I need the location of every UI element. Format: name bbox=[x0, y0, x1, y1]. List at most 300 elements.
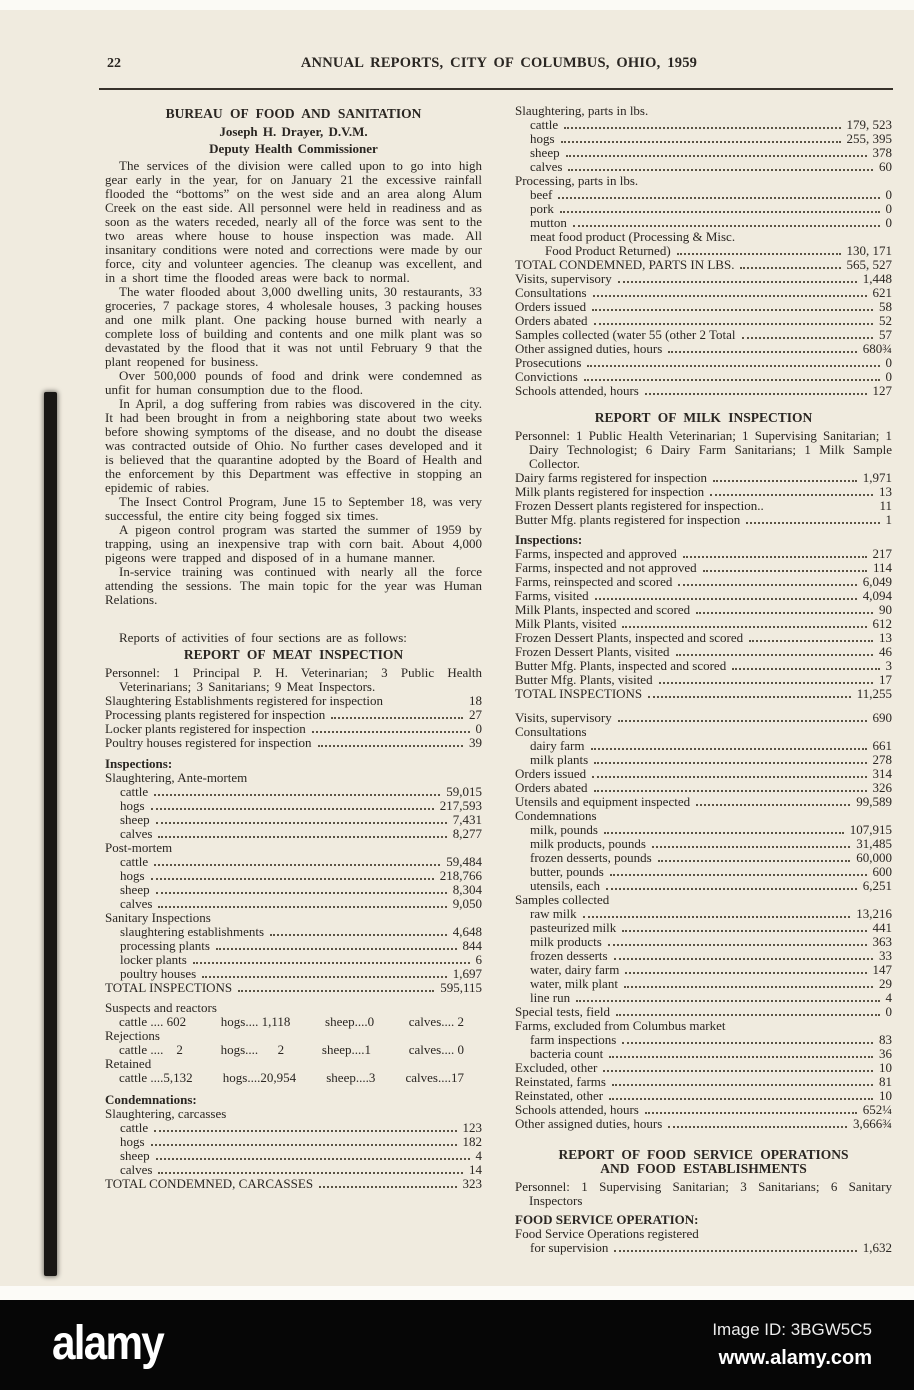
leader-dots bbox=[749, 640, 873, 642]
stat-label: Prosecutions bbox=[515, 355, 582, 370]
stat-value: 39 bbox=[469, 735, 482, 750]
stat-label: Reinstated, farms bbox=[515, 1074, 606, 1089]
stat-row bbox=[515, 603, 892, 617]
leader-dots bbox=[608, 944, 867, 946]
stat-value: 218,766 bbox=[439, 868, 482, 883]
stat-value: 595,115 bbox=[440, 980, 482, 995]
stat-row bbox=[515, 272, 892, 286]
alamy-info bbox=[712, 1320, 872, 1370]
leader-dots bbox=[683, 556, 867, 558]
stat-value: 0 bbox=[885, 369, 892, 384]
leader-dots bbox=[331, 717, 463, 719]
group-label: Retained bbox=[105, 1056, 152, 1071]
scan-top-edge bbox=[0, 0, 914, 10]
leader-dots bbox=[158, 836, 446, 838]
stat-value: 255, 395 bbox=[846, 131, 892, 146]
group-label: Inspections: bbox=[515, 532, 583, 547]
stat-value: 33 bbox=[879, 948, 892, 963]
stat-row bbox=[515, 753, 892, 767]
stat-label: Excluded, other bbox=[515, 1060, 598, 1075]
stat-label: sheep bbox=[120, 1148, 150, 1163]
stat-row bbox=[515, 356, 892, 370]
stat-row bbox=[515, 687, 892, 701]
leader-dots bbox=[612, 1084, 873, 1086]
stat-row bbox=[515, 286, 892, 300]
stat-row bbox=[515, 963, 892, 977]
stat-label: calves bbox=[120, 1162, 153, 1177]
stat-value: 10 bbox=[879, 1088, 892, 1103]
stat-value: 179, 523 bbox=[846, 117, 892, 132]
stat-row bbox=[515, 1089, 892, 1103]
stat-row bbox=[515, 342, 892, 356]
stat-row bbox=[515, 513, 892, 527]
stat-cell: sheep....1 bbox=[321, 1042, 372, 1057]
stat-value: 7,431 bbox=[452, 812, 482, 827]
stat-row bbox=[515, 659, 892, 673]
stat-value: 58 bbox=[879, 299, 892, 314]
stat-label: slaughtering establishments bbox=[120, 924, 265, 939]
leader-dots bbox=[645, 393, 867, 395]
stat-value: 278 bbox=[872, 752, 892, 767]
stat-row bbox=[515, 485, 892, 499]
group-label: Suspects and reactors bbox=[105, 1000, 217, 1015]
stat-row bbox=[515, 631, 892, 645]
group-label: Condemnations bbox=[515, 808, 597, 823]
stat-row bbox=[515, 673, 892, 687]
leader-dots bbox=[658, 860, 851, 862]
paragraph: A pigeon control program was started the summer of 1959 by trapping, using an inexpensive trap with corn bait. About 4,000 pigeons were trapped and disposed of in a humane manner. bbox=[105, 522, 482, 565]
leader-dots bbox=[594, 790, 867, 792]
leader-dots bbox=[202, 976, 447, 978]
leader-dots bbox=[587, 365, 879, 367]
stat-label: Convictions bbox=[515, 369, 578, 384]
stat-label: raw milk bbox=[530, 906, 577, 921]
stat-value: 0 bbox=[885, 1004, 892, 1019]
group-label: Farms, excluded from Columbus market bbox=[515, 1018, 726, 1033]
stat-value: 0 bbox=[885, 187, 892, 202]
stat-label: TOTAL INSPECTIONS bbox=[105, 980, 233, 995]
stat-row bbox=[105, 925, 482, 939]
stat-value: 114 bbox=[872, 560, 892, 575]
stat-label: sheep bbox=[120, 812, 150, 827]
group-label: Food Service Operations registered bbox=[515, 1226, 699, 1241]
stat-value: 217 bbox=[872, 546, 892, 561]
stat-row bbox=[515, 1117, 892, 1131]
stat-value: 99,589 bbox=[856, 794, 892, 809]
stat-value: 83 bbox=[879, 1032, 892, 1047]
paragraph: Reports of activities of four sections are as follows: bbox=[119, 630, 407, 645]
leader-dots bbox=[216, 948, 457, 950]
group-label: Slaughtering, carcasses bbox=[105, 1106, 227, 1121]
stat-value: 441 bbox=[872, 920, 892, 935]
stat-value: 11 bbox=[879, 498, 892, 513]
stat-label: butter, pounds bbox=[530, 864, 604, 879]
leader-dots bbox=[564, 127, 840, 129]
leader-dots bbox=[591, 748, 867, 750]
leader-dots bbox=[746, 522, 879, 524]
stat-label: Farms, inspected and approved bbox=[515, 546, 677, 561]
leader-dots bbox=[576, 1000, 879, 1002]
stat-value: 3,666¾ bbox=[853, 1116, 892, 1131]
stat-value: 59,484 bbox=[446, 854, 482, 869]
stat-label: for supervision bbox=[530, 1240, 609, 1255]
leader-dots bbox=[154, 864, 440, 866]
stat-label: Reinstated, other bbox=[515, 1088, 604, 1103]
stat-value: 36 bbox=[879, 1046, 892, 1061]
leader-dots bbox=[151, 878, 434, 880]
group-label: Rejections bbox=[105, 1028, 160, 1043]
leader-dots bbox=[270, 934, 447, 936]
stat-row bbox=[515, 561, 892, 575]
leader-dots bbox=[740, 267, 840, 269]
stat-label: Processing plants registered for inspection bbox=[105, 707, 326, 722]
stat-row bbox=[105, 1177, 482, 1191]
stat-value: 1,697 bbox=[452, 966, 482, 981]
leader-dots bbox=[594, 762, 866, 764]
stat-value: 1,448 bbox=[862, 271, 892, 286]
page-header bbox=[105, 55, 893, 72]
section-heading: REPORT OF FOOD SERVICE OPERATIONS bbox=[558, 1147, 849, 1162]
group-label: Condemnations: bbox=[105, 1092, 197, 1107]
stat-row bbox=[105, 967, 482, 981]
stat-cell: hogs....20,954 bbox=[222, 1070, 297, 1085]
stat-label: utensils, each bbox=[530, 878, 601, 893]
stat-label: Butter Mfg. Plants, inspected and scored bbox=[515, 658, 727, 673]
stat-label: dairy farm bbox=[530, 738, 585, 753]
stat-value: 0 bbox=[885, 201, 892, 216]
stat-row bbox=[515, 921, 892, 935]
stat-value: 182 bbox=[462, 1134, 482, 1149]
paragraph: The Insect Control Program, June 15 to September 18, was very successful, the entire city being fogged six times. bbox=[105, 494, 482, 523]
stat-row bbox=[515, 865, 892, 879]
leader-dots bbox=[573, 225, 880, 227]
stat-label: bacteria count bbox=[530, 1046, 604, 1061]
leader-dots bbox=[703, 570, 867, 572]
leader-dots bbox=[622, 930, 866, 932]
leader-dots bbox=[603, 1070, 873, 1072]
leader-dots bbox=[648, 696, 851, 698]
byline: Joseph H. Drayer, D.V.M. bbox=[219, 124, 368, 139]
stat-value: 378 bbox=[872, 145, 892, 160]
stat-row bbox=[105, 1149, 482, 1163]
stat-cell: sheep....0 bbox=[325, 1014, 375, 1029]
leader-dots bbox=[622, 626, 866, 628]
stat-label: Frozen Dessert plants registered for inspection.. bbox=[515, 498, 764, 513]
stat-label: Orders issued bbox=[515, 766, 587, 781]
stat-value: 4 bbox=[885, 990, 892, 1005]
stat-row bbox=[105, 813, 482, 827]
leader-dots bbox=[696, 804, 850, 806]
personnel-note: Personnel: 1 Principal P. H. Veterinarian; 3 Public Health Veterinarians; 3 Sanitarians; 9 Meat Inspectors. bbox=[105, 665, 482, 694]
stat-value: 52 bbox=[879, 313, 892, 328]
stat-row bbox=[515, 879, 892, 893]
leader-dots bbox=[318, 745, 463, 747]
group-label: Slaughtering, Ante-mortem bbox=[105, 770, 248, 785]
stat-value: 59,015 bbox=[446, 784, 482, 799]
stat-label: Food Product Returned) bbox=[545, 243, 671, 258]
stat-value: 1 bbox=[885, 512, 892, 527]
stat-label: milk products, pounds bbox=[530, 836, 646, 851]
group-label: Post-mortem bbox=[105, 840, 173, 855]
stat-label: TOTAL CONDEMNED, CARCASSES bbox=[105, 1176, 314, 1191]
stat-row bbox=[105, 708, 482, 722]
leader-dots bbox=[151, 1144, 457, 1146]
stat-label: hogs bbox=[120, 798, 145, 813]
stat-row bbox=[515, 1033, 892, 1047]
paragraph: The water flooded about 3,000 dwelling units, 30 restaurants, 33 groceries, 7 package stores, 4 wholesale houses, 3 packing houses and one milk plant. One packing house burned with nearly a complete loss of building and contents and one milk plant was so devastated by the flood that it was not until February 9 that the plant reopened for business. bbox=[105, 284, 482, 369]
stat-label: frozen desserts, pounds bbox=[530, 850, 652, 865]
stat-label: Farms, inspected and not approved bbox=[515, 560, 697, 575]
section-heading: AND FOOD ESTABLISHMENTS bbox=[600, 1161, 807, 1176]
stat-label: Consultations bbox=[515, 285, 587, 300]
section-heading: REPORT OF MILK INSPECTION bbox=[594, 410, 813, 425]
leader-dots bbox=[151, 808, 434, 810]
stat-label: Farms, reinspected and scored bbox=[515, 574, 673, 589]
stat-label: processing plants bbox=[120, 938, 210, 953]
stat-value: 612 bbox=[872, 616, 892, 631]
stat-row bbox=[515, 767, 892, 781]
stat-value: 621 bbox=[872, 285, 892, 300]
stat-row bbox=[515, 1241, 892, 1255]
stat-label: milk products bbox=[530, 934, 602, 949]
stat-row bbox=[515, 739, 892, 753]
leader-dots bbox=[696, 612, 873, 614]
stat-value: 57 bbox=[879, 327, 892, 342]
section-heading: REPORT OF MEAT INSPECTION bbox=[183, 647, 404, 662]
stat-row bbox=[105, 827, 482, 841]
stat-value: 13 bbox=[879, 484, 892, 499]
stat-row bbox=[515, 1075, 892, 1089]
leader-dots bbox=[610, 874, 867, 876]
stat-row bbox=[515, 711, 892, 725]
stat-label: Frozen Dessert Plants, visited bbox=[515, 644, 670, 659]
leader-dots bbox=[659, 682, 873, 684]
stat-row bbox=[105, 939, 482, 953]
stat-cell: calves....17 bbox=[405, 1070, 464, 1085]
stat-row bbox=[105, 953, 482, 967]
stat-label: cattle bbox=[120, 854, 149, 869]
stat-value: 147 bbox=[872, 962, 892, 977]
stat-label: Farms, visited bbox=[515, 588, 589, 603]
stat-row bbox=[105, 883, 482, 897]
leader-dots bbox=[652, 846, 850, 848]
stat-cell: hogs.... 2 bbox=[220, 1042, 285, 1057]
leader-dots bbox=[624, 986, 873, 988]
stat-value: 680¾ bbox=[862, 341, 892, 356]
stat-label: water, milk plant bbox=[530, 976, 618, 991]
stat-label: Other assigned duties, hours bbox=[515, 341, 663, 356]
stat-label: Butter Mfg. plants registered for inspection bbox=[515, 512, 741, 527]
stat-value: 1,971 bbox=[862, 470, 892, 485]
stat-row bbox=[105, 722, 482, 736]
leader-dots bbox=[566, 155, 867, 157]
stat-row bbox=[515, 328, 892, 342]
leader-dots bbox=[668, 1126, 847, 1128]
personnel-note: Personnel: 1 Supervising Sanitarian; 3 Sanitarians; 6 Sanitary Inspectors bbox=[515, 1179, 892, 1208]
leader-dots bbox=[156, 822, 447, 824]
stat-label: Dairy farms registered for inspection bbox=[515, 470, 708, 485]
stat-value: 1,632 bbox=[862, 1240, 892, 1255]
stat-value: 81 bbox=[879, 1074, 892, 1089]
stat-row bbox=[515, 300, 892, 314]
stat-label: Visits, supervisory bbox=[515, 271, 612, 286]
stat-label: calves bbox=[120, 826, 153, 841]
group-label: Sanitary Inspections bbox=[105, 910, 211, 925]
stat-label: Butter Mfg. Plants, visited bbox=[515, 672, 653, 687]
stat-row bbox=[515, 314, 892, 328]
stat-value: 0 bbox=[885, 355, 892, 370]
stat-row bbox=[105, 1121, 482, 1135]
stat-label: TOTAL CONDEMNED, PARTS IN LBS. bbox=[515, 257, 735, 272]
stat-value: 661 bbox=[872, 738, 892, 753]
leader-dots bbox=[609, 1056, 873, 1058]
stat-label: Samples collected (water 55 (other 2 Total bbox=[515, 327, 736, 342]
leader-dots bbox=[238, 990, 434, 992]
image-id-text: Image ID: 3BGW5C5 bbox=[712, 1320, 872, 1339]
stat-label: calves bbox=[530, 159, 563, 174]
stat-value: 9,050 bbox=[452, 896, 482, 911]
leader-dots bbox=[193, 962, 470, 964]
stat-value: 690 bbox=[872, 710, 892, 725]
stat-row bbox=[515, 244, 892, 258]
stat-row bbox=[515, 1061, 892, 1075]
stat-value: 29 bbox=[879, 976, 892, 991]
paragraph: The services of the division were called upon to go into high gear early in the year, for on January 21 the excessive rainfall flooded the “bottoms” on the west side and an area along Alum Creek on the east side. All personnel were held in readiness and as soon as the waters receded, nearly all of the force was sent to the two areas where house to house inspection was made. All insanitary conditions were noted and corrections were made by our force, city and volunteer agencies. The cleanup was excellent, and in a short time the flooded areas were back to normal. bbox=[105, 158, 482, 285]
stat-label: cattle bbox=[530, 117, 559, 132]
leader-dots bbox=[156, 892, 447, 894]
leader-dots bbox=[614, 1250, 856, 1252]
stat-label: Milk Plants, visited bbox=[515, 616, 617, 631]
stat-row bbox=[515, 977, 892, 991]
stat-value: 4,094 bbox=[862, 588, 892, 603]
stat-row bbox=[105, 1163, 482, 1177]
stat-row bbox=[515, 118, 892, 132]
stat-label: beef bbox=[530, 187, 553, 202]
stat-columns-row bbox=[105, 1071, 482, 1085]
right-column bbox=[515, 104, 892, 1255]
leader-dots bbox=[158, 1172, 463, 1174]
stat-row bbox=[515, 851, 892, 865]
leader-dots bbox=[618, 281, 857, 283]
stat-row bbox=[515, 781, 892, 795]
stat-cell: sheep....3 bbox=[326, 1070, 376, 1085]
stat-cell: cattle .... 602 bbox=[119, 1014, 187, 1029]
stat-row bbox=[515, 795, 892, 809]
stat-label: milk plants bbox=[530, 752, 589, 767]
stat-row bbox=[515, 617, 892, 631]
stat-value: 6 bbox=[475, 952, 482, 967]
stat-row bbox=[105, 855, 482, 869]
paragraph: Over 500,000 pounds of food and drink were condemned as unfit for human consumption due to the flood. bbox=[105, 368, 482, 397]
stat-label: water, dairy farm bbox=[530, 962, 620, 977]
stat-label: milk, pounds bbox=[530, 822, 598, 837]
leader-dots bbox=[606, 888, 857, 890]
paragraph: In-service training was continued with nearly all the force attending the sessions. The main topic for the year was Human Relations. bbox=[105, 564, 482, 607]
stat-label: farm inspections bbox=[530, 1032, 617, 1047]
stat-label: Schools attended, hours bbox=[515, 383, 639, 398]
leader-dots bbox=[732, 668, 879, 670]
leader-dots bbox=[592, 776, 866, 778]
group-label: FOOD SERVICE OPERATION: bbox=[515, 1212, 699, 1227]
spacer bbox=[515, 1131, 892, 1145]
stat-row bbox=[105, 869, 482, 883]
stat-row bbox=[515, 1047, 892, 1061]
stat-label: Utensils and equipment inspected bbox=[515, 794, 691, 809]
stat-value: 46 bbox=[879, 644, 892, 659]
stat-row bbox=[515, 645, 892, 659]
leader-dots bbox=[312, 731, 470, 733]
leader-dots bbox=[710, 494, 873, 496]
stat-row bbox=[105, 799, 482, 813]
stat-columns-row bbox=[105, 1015, 482, 1029]
stat-value: 6,251 bbox=[862, 878, 892, 893]
stat-label: Schools attended, hours bbox=[515, 1102, 639, 1117]
scan-spine-shadow bbox=[44, 392, 57, 1276]
leader-dots bbox=[668, 351, 856, 353]
left-column bbox=[105, 104, 482, 1255]
page-number: 22 bbox=[107, 56, 121, 71]
stat-row bbox=[515, 1005, 892, 1019]
stat-label: line run bbox=[530, 990, 571, 1005]
stat-label: Special tests, field bbox=[515, 1004, 610, 1019]
stat-label: sheep bbox=[120, 882, 150, 897]
stat-value: 844 bbox=[462, 938, 482, 953]
stat-value: 127 bbox=[872, 383, 892, 398]
stat-row bbox=[515, 370, 892, 384]
stat-cell: hogs.... 1,118 bbox=[220, 1014, 291, 1029]
group-label: Inspections: bbox=[105, 756, 173, 771]
stat-label: Slaughtering Establishments registered for inspection bbox=[105, 693, 383, 708]
stat-value: 14 bbox=[469, 1162, 482, 1177]
stat-row bbox=[515, 216, 892, 230]
byline: Deputy Health Commissioner bbox=[209, 141, 378, 156]
stat-row bbox=[515, 188, 892, 202]
leader-dots bbox=[618, 720, 867, 722]
stat-value: 27 bbox=[469, 707, 482, 722]
alamy-logo: alamy bbox=[52, 1317, 163, 1370]
stat-row bbox=[515, 1103, 892, 1117]
stat-row bbox=[515, 499, 892, 513]
stat-row bbox=[515, 949, 892, 963]
stat-row bbox=[515, 384, 892, 398]
leader-dots bbox=[154, 794, 440, 796]
leader-dots bbox=[156, 1158, 470, 1160]
leader-dots bbox=[622, 1042, 873, 1044]
stat-row bbox=[105, 736, 482, 750]
stat-row bbox=[515, 837, 892, 851]
stat-value: 17 bbox=[879, 672, 892, 687]
page-header-title: ANNUAL REPORTS, CITY OF COLUMBUS, OHIO, 1959 bbox=[300, 55, 698, 71]
leader-dots bbox=[676, 654, 873, 656]
stat-value: 652¼ bbox=[862, 1102, 892, 1117]
stat-label: frozen desserts bbox=[530, 948, 608, 963]
stat-label: pasteurized milk bbox=[530, 920, 617, 935]
stat-row bbox=[515, 258, 892, 272]
leader-dots bbox=[625, 972, 866, 974]
leader-dots bbox=[609, 1098, 873, 1100]
stat-label: Milk Plants, inspected and scored bbox=[515, 602, 691, 617]
group-label: Processing, parts in lbs. bbox=[515, 173, 639, 188]
leader-dots bbox=[158, 906, 446, 908]
leader-dots bbox=[678, 584, 856, 586]
stat-row bbox=[515, 160, 892, 174]
leader-dots bbox=[677, 253, 841, 255]
leader-dots bbox=[742, 337, 874, 339]
stat-value: 60 bbox=[879, 159, 892, 174]
stat-row bbox=[105, 897, 482, 911]
stat-label: hogs bbox=[120, 1134, 145, 1149]
stat-value: 13 bbox=[879, 630, 892, 645]
